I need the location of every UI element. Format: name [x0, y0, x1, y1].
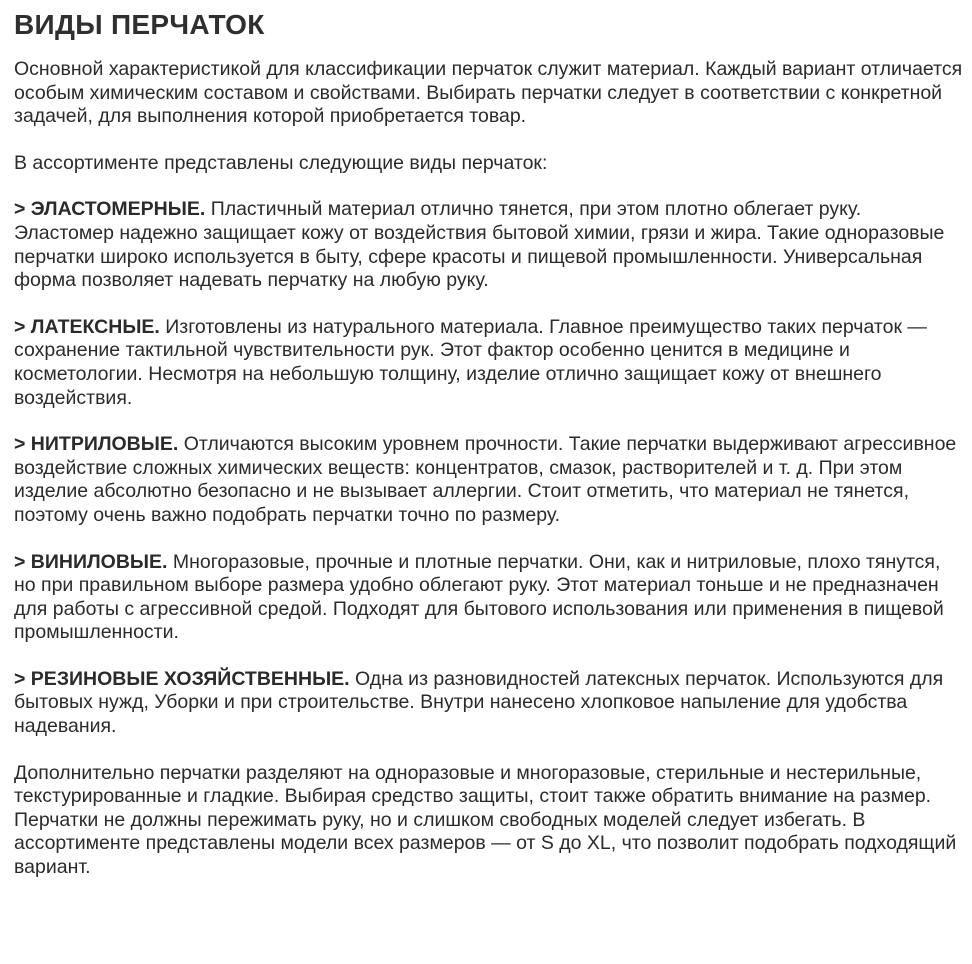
page-title: ВИДЫ ПЕРЧАТОК	[14, 9, 265, 40]
type-nitrile	[14, 433, 966, 527]
assortment-intro: В ассортименте представлены следующие виды перчаток:	[14, 151, 548, 174]
type-description: Отличаются высоким уровнем прочности. Такие перчатки выдерживают агрессивное воздействие сложных химических веществ: концентратов, смазок, растворителей и т. д. При этом изделие абсолютно безопасно и не вызывает аллергии. Стоит отметить, что материал не тянется, поэтому очень важно подобрать перчатки точно по размеру.	[14, 433, 957, 526]
type-description: Пластичный материал отлично тянется, при этом плотно облегает руку. Эластомер надежно защищает кожу от воздействия бытовой химии, грязи и жира. Такие одноразовые перчатки широко используется в быту, сфере красоты и пищевой промышленности. Универсальная форма позволяет надевать перчатку на любую руку.	[14, 198, 945, 292]
type-rubber-household	[14, 668, 966, 739]
type-heading: > НИТРИЛОВЫЕ.	[14, 433, 179, 456]
type-latex	[14, 316, 966, 410]
type-description: Многоразовые, прочные и плотные перчатки. Они, как и нитриловые, плохо тянутся, но при правильном выборе размера удобно облегают руку. Этот материал тоньше и не предназначен для работы с агрессивной средой. Подходят для бытового использования или применения в пищевой промышленности.	[14, 550, 944, 644]
type-description: Изготовлены из натурального материала. Главное преимущество таких перчаток — сохранение тактильной чувствительности рук. Этот фактор особенно ценится в медицине и косметологии. Несмотря на небольшую толщину, изделие отлично защищает кожу от внешнего воздействия.	[14, 315, 927, 409]
document-page	[14, 6, 966, 880]
type-heading: > РЕЗИНОВЫЕ ХОЗЯЙСТВЕННЫЕ.	[14, 667, 350, 690]
type-vinyl	[14, 551, 966, 645]
type-elastomer	[14, 198, 966, 292]
intro-paragraph: Основной характеристикой для классификации перчаток служит материал. Каждый вариант отличается особым химическим составом и свойствами. Выбирать перчатки следует в соответствии с конкретной задачей, для выполнения которой приобретается товар.	[14, 58, 963, 128]
type-heading: > ВИНИЛОВЫЕ.	[14, 550, 168, 573]
conclusion-paragraph: Дополнительно перчатки разделяют на одноразовые и многоразовые, стерильные и нестерильные, текстурированные и гладкие. Выбирая средство защиты, стоит также обратить внимание на размер. Перчатки не должны пережимать руку, но и слишком свободных моделей следует избегать. В ассортименте представлены модели всех размеров — от S до XL, что позволит подобрать подходящий вариант.	[14, 761, 957, 879]
type-heading: > ЛАТЕКСНЫЕ.	[14, 315, 160, 338]
type-heading: > ЭЛАСТОМЕРНЫЕ.	[14, 198, 206, 221]
type-description: Одна из разновидностей латексных перчаток. Используются для бытовых нужд, Уборки и при строительстве. Внутри нанесено хлопковое напыление для удобства надевания.	[14, 667, 944, 738]
